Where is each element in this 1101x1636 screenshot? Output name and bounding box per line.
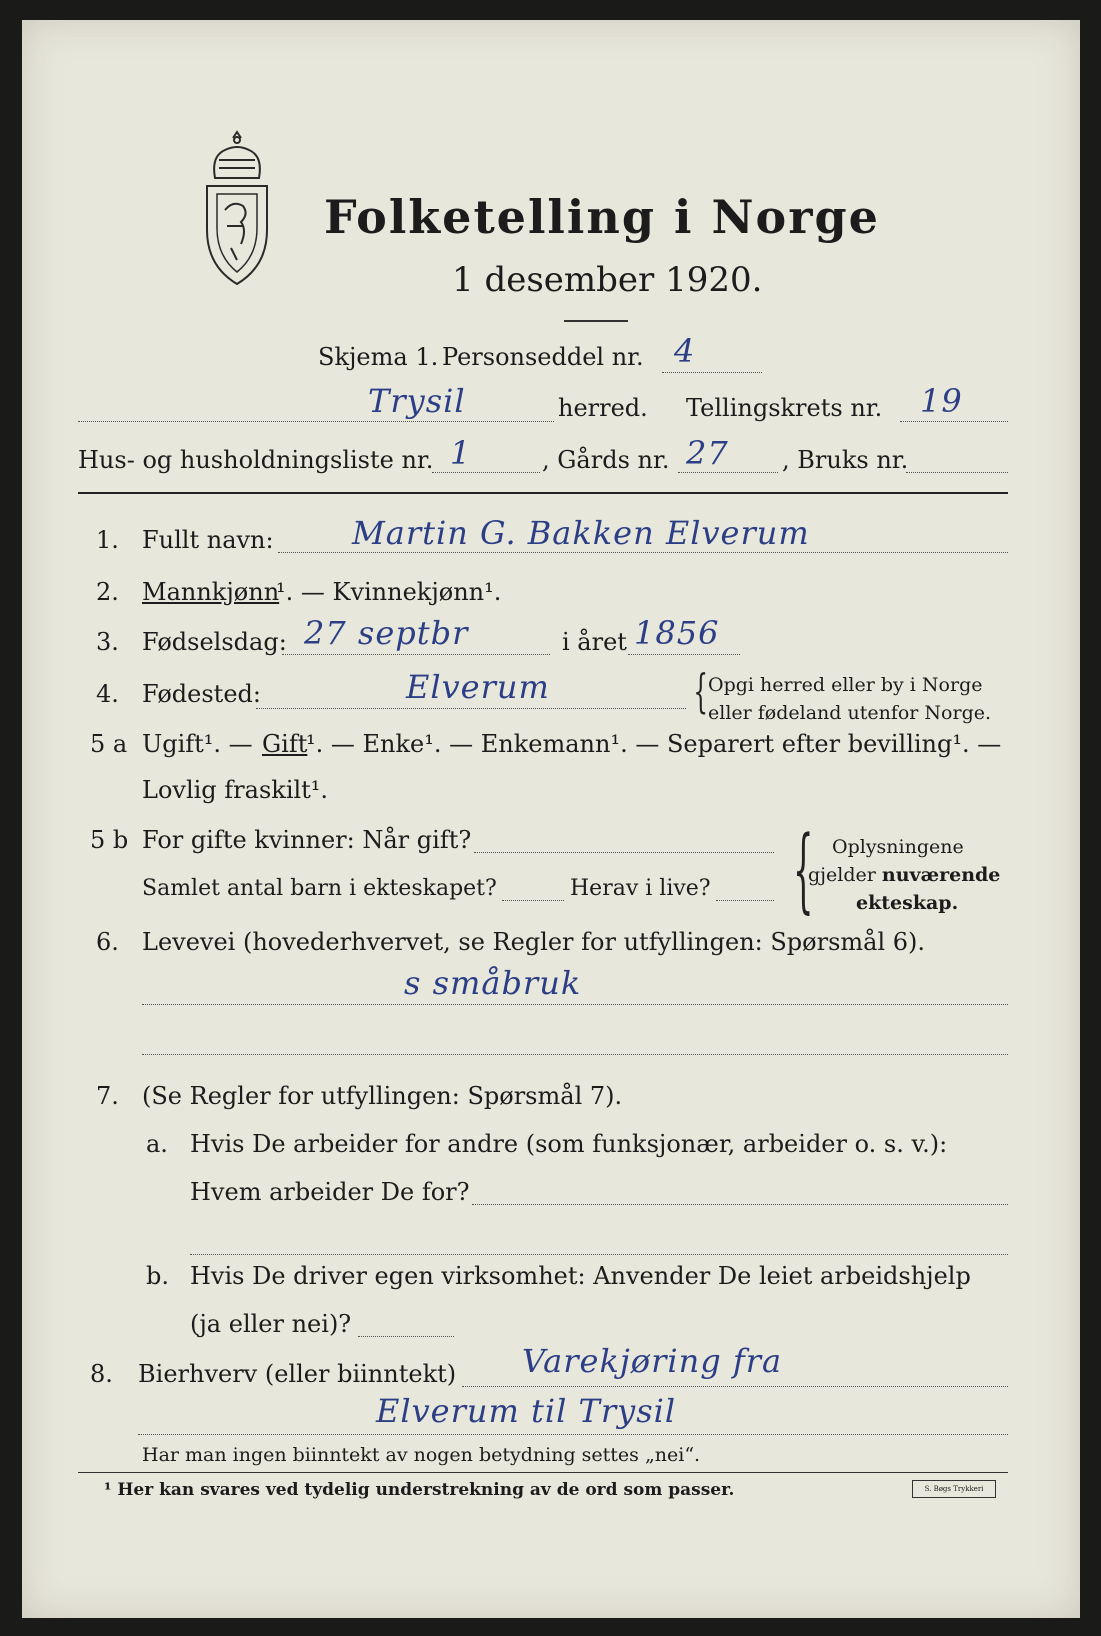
q2-number: 2. (96, 578, 119, 606)
q3-line (282, 654, 550, 655)
q5b-note-line2 (808, 864, 1000, 886)
herred-label: herred. (558, 394, 648, 422)
q5b-note-line1: Oplysningene (832, 836, 964, 858)
q5b-alive-line (716, 900, 774, 901)
q5b-number: 5 b (90, 826, 129, 854)
q4-note-line2: eller fødeland utenfor Norge. (708, 702, 992, 724)
q5b-note-bold: nuværende (881, 864, 1001, 886)
q8-note: Har man ingen biinntekt av nogen betydning settes „nei“. (142, 1444, 701, 1466)
personseddel-value: 4 (674, 332, 696, 370)
q6-number: 6. (96, 928, 119, 956)
q7b-line1: Hvis De driver egen virksomhet: Anvender De leiet arbeidshjelp (190, 1262, 971, 1290)
q5b-note-line3: ekteskap. (856, 892, 959, 914)
q7b-answer-line (358, 1336, 454, 1337)
census-form (22, 20, 1080, 1618)
tellingskrets-line (900, 421, 1008, 422)
husliste-line (432, 472, 540, 473)
census-date: 1 desember 1920. (452, 260, 763, 300)
q5a-line2: Lovlig fraskilt¹. (142, 776, 329, 804)
q1-value: Martin G. Bakken Elverum (352, 514, 810, 552)
q5b-children-line (502, 900, 564, 901)
q3-number: 3. (96, 628, 119, 656)
herred-value: Trysil (368, 382, 466, 420)
q8-label: Bierhverv (eller biinntekt) (138, 1360, 457, 1388)
q3-year-line (628, 654, 740, 655)
q8-value1: Varekjøring fra (522, 1342, 783, 1380)
husliste-label: Hus- og husholdningsliste nr. (78, 446, 434, 474)
q1-number: 1. (96, 526, 119, 554)
coat-of-arms-icon (197, 130, 283, 288)
q6-line1 (142, 1004, 1008, 1005)
q7a-line1: Hvis De arbeider for andre (som funksjonær, arbeider o. s. v.): (190, 1130, 948, 1158)
q7a-number: a. (146, 1130, 168, 1158)
schema-label: Skjema 1. (318, 343, 439, 371)
q6-value: s småbruk (404, 964, 582, 1002)
q4-number: 4. (96, 680, 119, 708)
q8-line1 (462, 1386, 1008, 1387)
q4-line (256, 708, 686, 709)
q5b-when-line (474, 852, 774, 853)
footnote-rule (78, 1472, 1008, 1473)
q6-line2 (142, 1054, 1008, 1055)
form-title: Folketelling i Norge (324, 190, 880, 244)
q3-year-value: 1856 (634, 614, 720, 652)
footnote: ¹ Her kan svares ved tydelig understrekning av de ord som passer. (104, 1480, 735, 1500)
herred-line (78, 421, 554, 422)
q5b-brace: { (793, 816, 814, 923)
q5a-gift-underlined: Gift (262, 730, 308, 758)
q5b-alive: Herav i live? (570, 876, 711, 901)
q5b-note-gjelder: gjelder (808, 864, 882, 886)
q4-value: Elverum (406, 668, 550, 706)
q8-number: 8. (90, 1360, 113, 1388)
q8-line2 (138, 1434, 1008, 1435)
gards-line (678, 472, 778, 473)
bruks-line (906, 472, 1008, 473)
q5a-options: ¹. — Enke¹. — Enkemann¹. — Separert efter bevilling¹. — (306, 730, 1002, 758)
tellingskrets-value: 19 (920, 382, 963, 420)
personseddel-line (662, 372, 762, 373)
tellingskrets-label: Tellingskrets nr. (686, 394, 883, 422)
q7b-number: b. (146, 1262, 169, 1290)
q5b-children: Samlet antal barn i ekteskapet? (142, 876, 497, 901)
q7a-answer-line1 (472, 1204, 1008, 1205)
q2-options: ¹. — Kvinnekjønn¹. (276, 578, 502, 606)
q7b-line2: (ja eller nei)? (190, 1310, 352, 1338)
q4-label: Fødested: (142, 680, 261, 708)
q5a-ugift: Ugift¹. — (142, 730, 253, 758)
q3-label: Fødselsdag: (142, 628, 287, 656)
q3-value: 27 septbr (304, 614, 469, 652)
q4-brace: { (693, 664, 708, 718)
q5a-number: 5 a (90, 730, 128, 758)
title-rule (564, 320, 628, 322)
q5b-when-married: For gifte kvinner: Når gift? (142, 826, 472, 854)
q4-note-line1: Opgi herred eller by i Norge (708, 674, 983, 696)
gards-value: 27 (686, 434, 729, 472)
q7-number: 7. (96, 1082, 119, 1110)
personseddel-label: Personseddel nr. (442, 343, 644, 371)
q2-male-underlined: Mannkjønn (142, 578, 280, 606)
printer-stamp: S. Bøgs Trykkeri (912, 1480, 996, 1498)
q7a-line2: Hvem arbeider De for? (190, 1178, 470, 1206)
q7-label: (Se Regler for utfyllingen: Spørsmål 7). (142, 1082, 623, 1110)
gards-label: , Gårds nr. (542, 446, 670, 474)
bruks-label: , Bruks nr. (782, 446, 909, 474)
q3-year-label: i året (562, 628, 627, 656)
husliste-value: 1 (450, 434, 472, 472)
q7a-answer-line2 (190, 1254, 1008, 1255)
section-divider (78, 492, 1008, 494)
q8-value2: Elverum til Trysil (376, 1392, 677, 1430)
q6-label: Levevei (hovederhvervet, se Regler for utfyllingen: Spørsmål 6). (142, 928, 926, 956)
q1-line (278, 552, 1008, 553)
q1-label: Fullt navn: (142, 526, 274, 554)
